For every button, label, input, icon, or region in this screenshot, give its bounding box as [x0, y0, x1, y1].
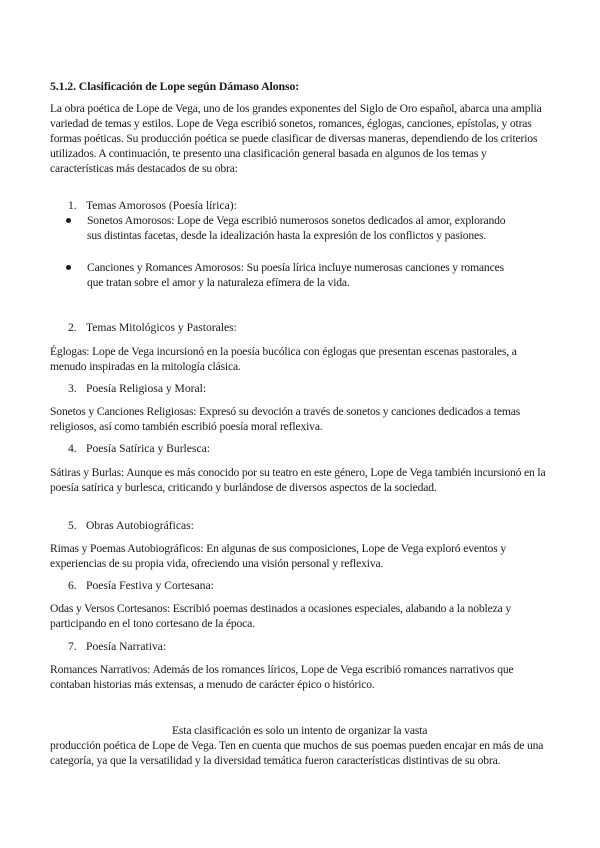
- section-7-title: 7. Poesía Narrativa:: [68, 640, 167, 653]
- section-4-title: 4. Poesía Satírica y Burlesca:: [68, 442, 210, 455]
- section-4-paragraph: Sátiras y Burlas: Aunque es más conocido por su teatro en este género, Lope de Vega también incursionó en la poesía satírica y burlesca, criticando y burlándose de diversos aspectos de la sociedad.: [50, 466, 546, 494]
- document-page: 5.1.2. Clasificación de Lope según Dámaso Alonso: La obra poética de Lope de Vega, uno de los grandes exponentes del Siglo de Oro español, abarca una amplia variedad de temas y estilos. Lope de Vega escribió sonetos, romances, églogas, canciones, epístolas, y otras formas poéticas. Su producción poética se puede clasificar de diversas maneras, dependiendo de los criterios utilizados. A continuación, te presento una clasificación general basada en algunos de los temas y características más destacados de su obra: 1. Temas Amorosos (Poesía lírica): Sonetos Amorosos: Lope de Vega escribió numerosos sonetos dedicados al amor, explorando sus distintas facetas, desde la idealización hasta la expresión de los conflictos y pasiones. Canciones y Romances Amorosos: Su poesía lírica incluye numerosas canciones y romances que tratan sobre el amor y la naturaleza efímera de la vida. 2. Temas Mitológicos y Pastorales: Églogas: Lope de Vega incursionó en la poesía bucólica con églogas que presentan escenas pastorales, a menudo inspiradas en la mitología clásica. 3. Poesía Religiosa y Moral: Sonetos y Canciones Religiosas: Expresó su devoción a través de sonetos y canciones dedicados a temas religiosos, así como también escribió poesía moral reflexiva. 4. Poesía Satírica y Burlesca: Sátiras y Burlas: Aunque es más conocido por su teatro en este género, Lope de Vega también incursionó en la poesía satírica y burlesca, criticando y burlándose de diversos aspectos de la sociedad. 5. Obras Autobiográficas: Rimas y Poemas Autobiográficos: En algunas de sus composiciones, Lope de Vega exploró eventos y experiencias de su propia vida, ofreciendo una visión personal y reflexiva. 6. Poesía Festiva y Cortesana: Odas y Versos Cortesanos: Escribió poemas destinados a ocasiones especiales, alabando a la nobleza y participando en el tono cortesano de la época. 7. Poesía Narrativa: Romances Narrativos: Además de los romances líricos, Lope de Vega escribió romances narrativos que contaban historias más extensas, a menudo de carácter épico o histórico. Esta clasificación es solo un intento de organizar la vasta producción poética de Lope de Vega. Ten en cuenta que muchos de sus poemas pueden encajar en más de una categoría, ya que la versatilidad y la diversidad temática fueron características distintivas de su obra.: [0, 0, 600, 848]
- section-7-paragraph: Romances Narrativos: Además de los romances líricos, Lope de Vega escribió romances narrativos que contaban historias más extensas, a menudo de carácter épico o histórico.: [50, 663, 514, 691]
- section-5-paragraph: Rimas y Poemas Autobiográficos: En algunas de sus composiciones, Lope de Vega exploró eventos y experiencias de su propia vida, ofreciendo una visión personal y reflexiva.: [50, 542, 506, 570]
- section-2-paragraph: Églogas: Lope de Vega incursionó en la poesía bucólica con églogas que presentan escenas pastorales, a menudo inspiradas en la mitología clásica.: [50, 345, 517, 373]
- bullet-dot: [66, 218, 71, 223]
- bullet-dot: [66, 265, 71, 270]
- section-2-title: 2. Temas Mitológicos y Pastorales:: [68, 321, 237, 334]
- intro-paragraph: La obra poética de Lope de Vega, uno de los grandes exponentes del Siglo de Oro español, abarca una amplia variedad de temas y estilos. Lope de Vega escribió sonetos, romances, églogas, canciones, epístolas, y otras formas poéticas. Su producción poética se puede clasificar de diversas maneras, dependiendo de los criterios utilizados. A continuación, te presento una clasificación general basada en algunos de los temas y características más destacados de su obra:: [50, 102, 542, 175]
- section-3-paragraph: Sonetos y Canciones Religiosas: Expresó su devoción a través de sonetos y canciones dedicados a temas religiosos, así como también escribió poesía moral reflexiva.: [50, 405, 521, 433]
- section-1-title: 1. Temas Amorosos (Poesía lírica):: [68, 199, 237, 212]
- section-3-title: 3. Poesía Religiosa y Moral:: [68, 382, 207, 395]
- section-5-title: 5. Obras Autobiográficas:: [68, 519, 194, 532]
- section-6-title: 6. Poesía Festiva y Cortesana:: [68, 579, 214, 592]
- section-heading: 5.1.2. Clasificación de Lope según Dámaso Alonso:: [50, 79, 300, 93]
- closing-paragraph: Esta clasificación es solo un intento de organizar la vasta producción poética de Lope de Vega. Ten en cuenta que muchos de sus poemas pueden encajar en más de una categoría, ya que la versatilidad y la diversidad temática fueron características distintivas de su obra.: [50, 724, 544, 767]
- section-6-paragraph: Odas y Versos Cortesanos: Escribió poemas destinados a ocasiones especiales, alabando a la nobleza y participando en el tono cortesano de la época.: [50, 602, 511, 630]
